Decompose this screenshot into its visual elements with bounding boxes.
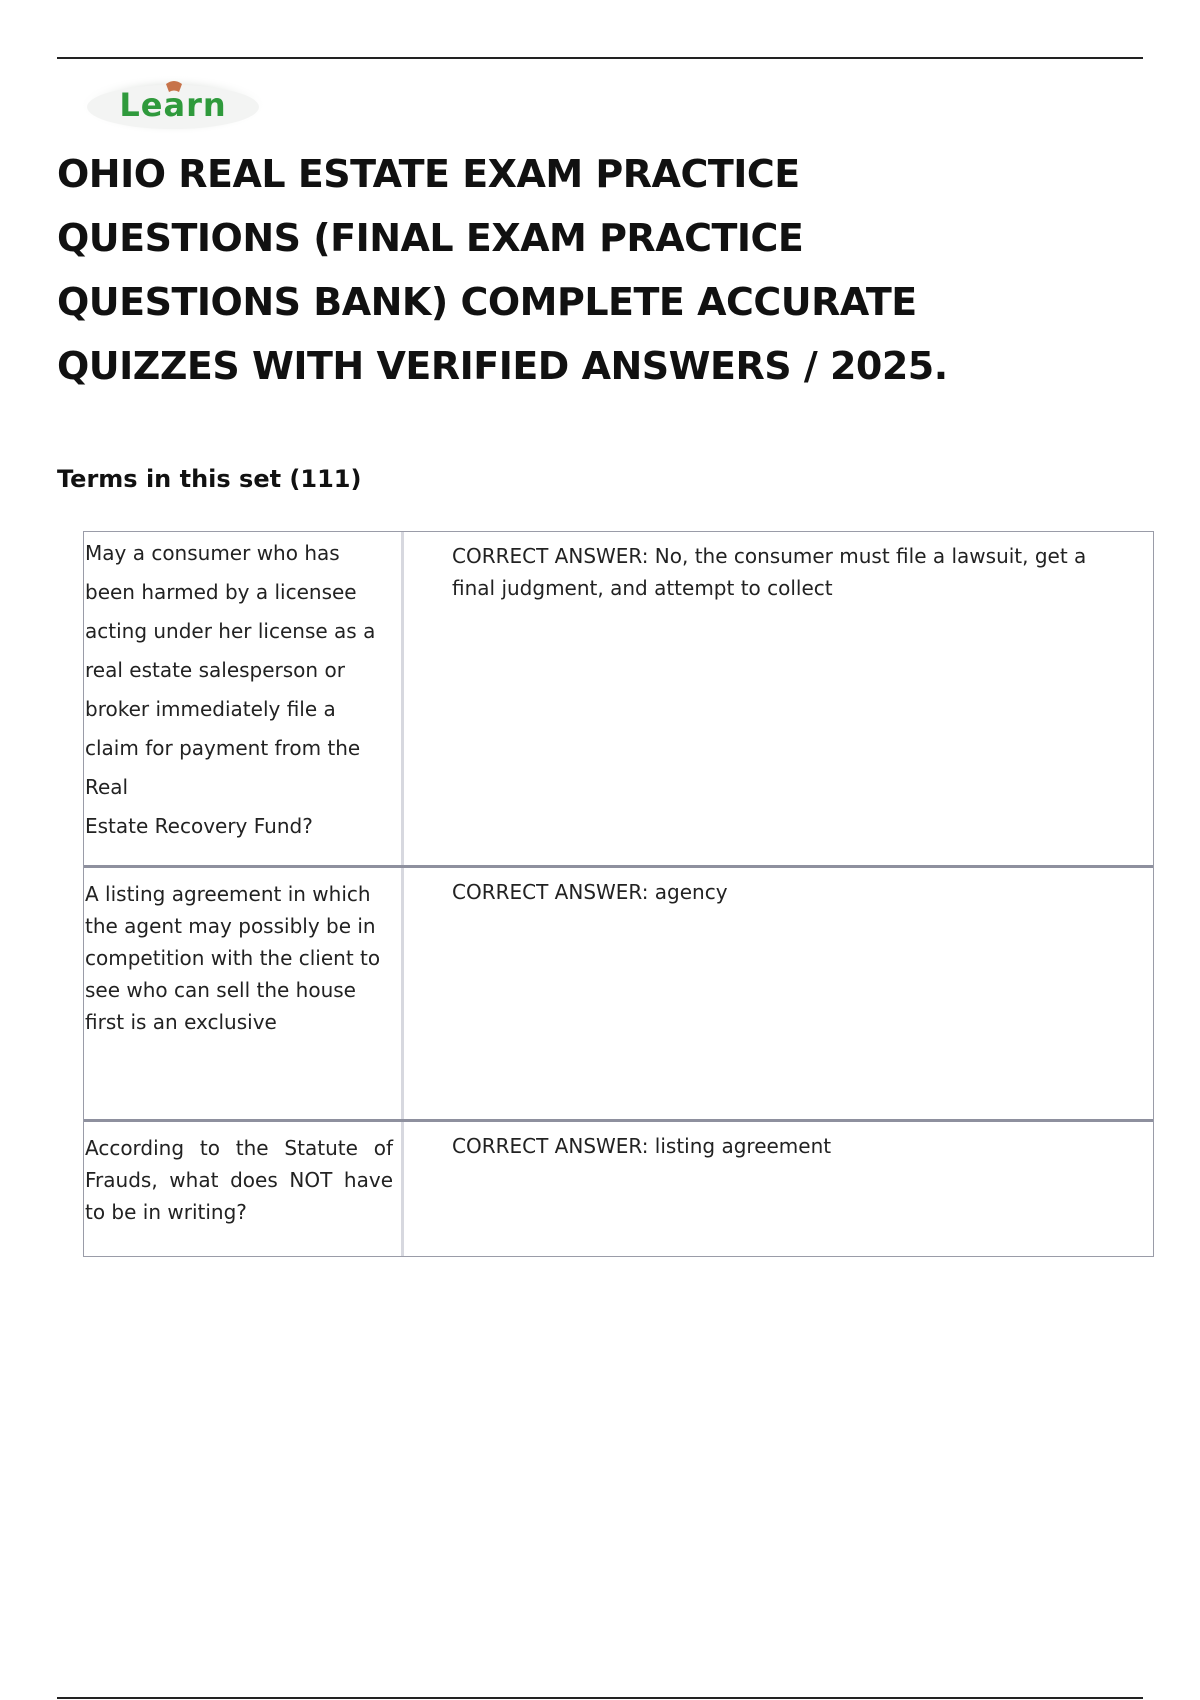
term-line: the agent may possibly be in <box>85 914 376 938</box>
term-line: competition with the client to <box>85 946 381 970</box>
term-cell <box>84 868 404 1119</box>
term-line: first is an exclusive <box>85 1010 277 1034</box>
term-line: broker immediately file a <box>85 697 336 721</box>
flashcard-table <box>83 531 1154 1257</box>
terms-count-heading: Terms in this set (111) <box>57 465 362 493</box>
term-line: see who can sell the house <box>85 978 356 1002</box>
title-line: QUESTIONS (FINAL EXAM PRACTICE <box>57 216 804 260</box>
bottom-rule <box>57 1697 1143 1699</box>
document-title <box>57 142 1057 398</box>
term-line: claim for payment from the <box>85 736 361 760</box>
definition-cell: CORRECT ANSWER: agency <box>452 880 728 904</box>
term-line: May a consumer who has <box>85 541 340 565</box>
term-line: been harmed by a licensee <box>85 580 357 604</box>
top-rule <box>57 57 1143 59</box>
term-line: acting under her license as a <box>85 619 376 643</box>
term-line: Real <box>85 775 129 799</box>
definition-cell: CORRECT ANSWER: No, the consumer must file a lawsuit, get a final judgment, and attempt to collect <box>452 544 1087 600</box>
title-line: QUIZZES WITH VERIFIED ANSWERS / 2025. <box>57 344 948 388</box>
title-line: QUESTIONS BANK) COMPLETE ACCURATE <box>57 280 917 324</box>
term-line: Estate Recovery Fund? <box>85 814 313 838</box>
table-row <box>84 865 1153 1119</box>
term-cell <box>84 532 404 865</box>
term-line: real estate salesperson or <box>85 658 345 682</box>
table-row <box>84 532 1153 865</box>
term-line: A listing agreement in which <box>85 882 371 906</box>
definition-cell: CORRECT ANSWER: listing agreement <box>452 1134 832 1158</box>
title-line: OHIO REAL ESTATE EXAM PRACTICE <box>57 152 800 196</box>
table-row <box>84 1119 1153 1256</box>
logo-wordmark: Learn <box>119 86 227 124</box>
learn-logo <box>78 74 268 136</box>
term-cell: According to the Statute of Frauds, what does NOT have to be in writing? <box>84 1122 404 1256</box>
